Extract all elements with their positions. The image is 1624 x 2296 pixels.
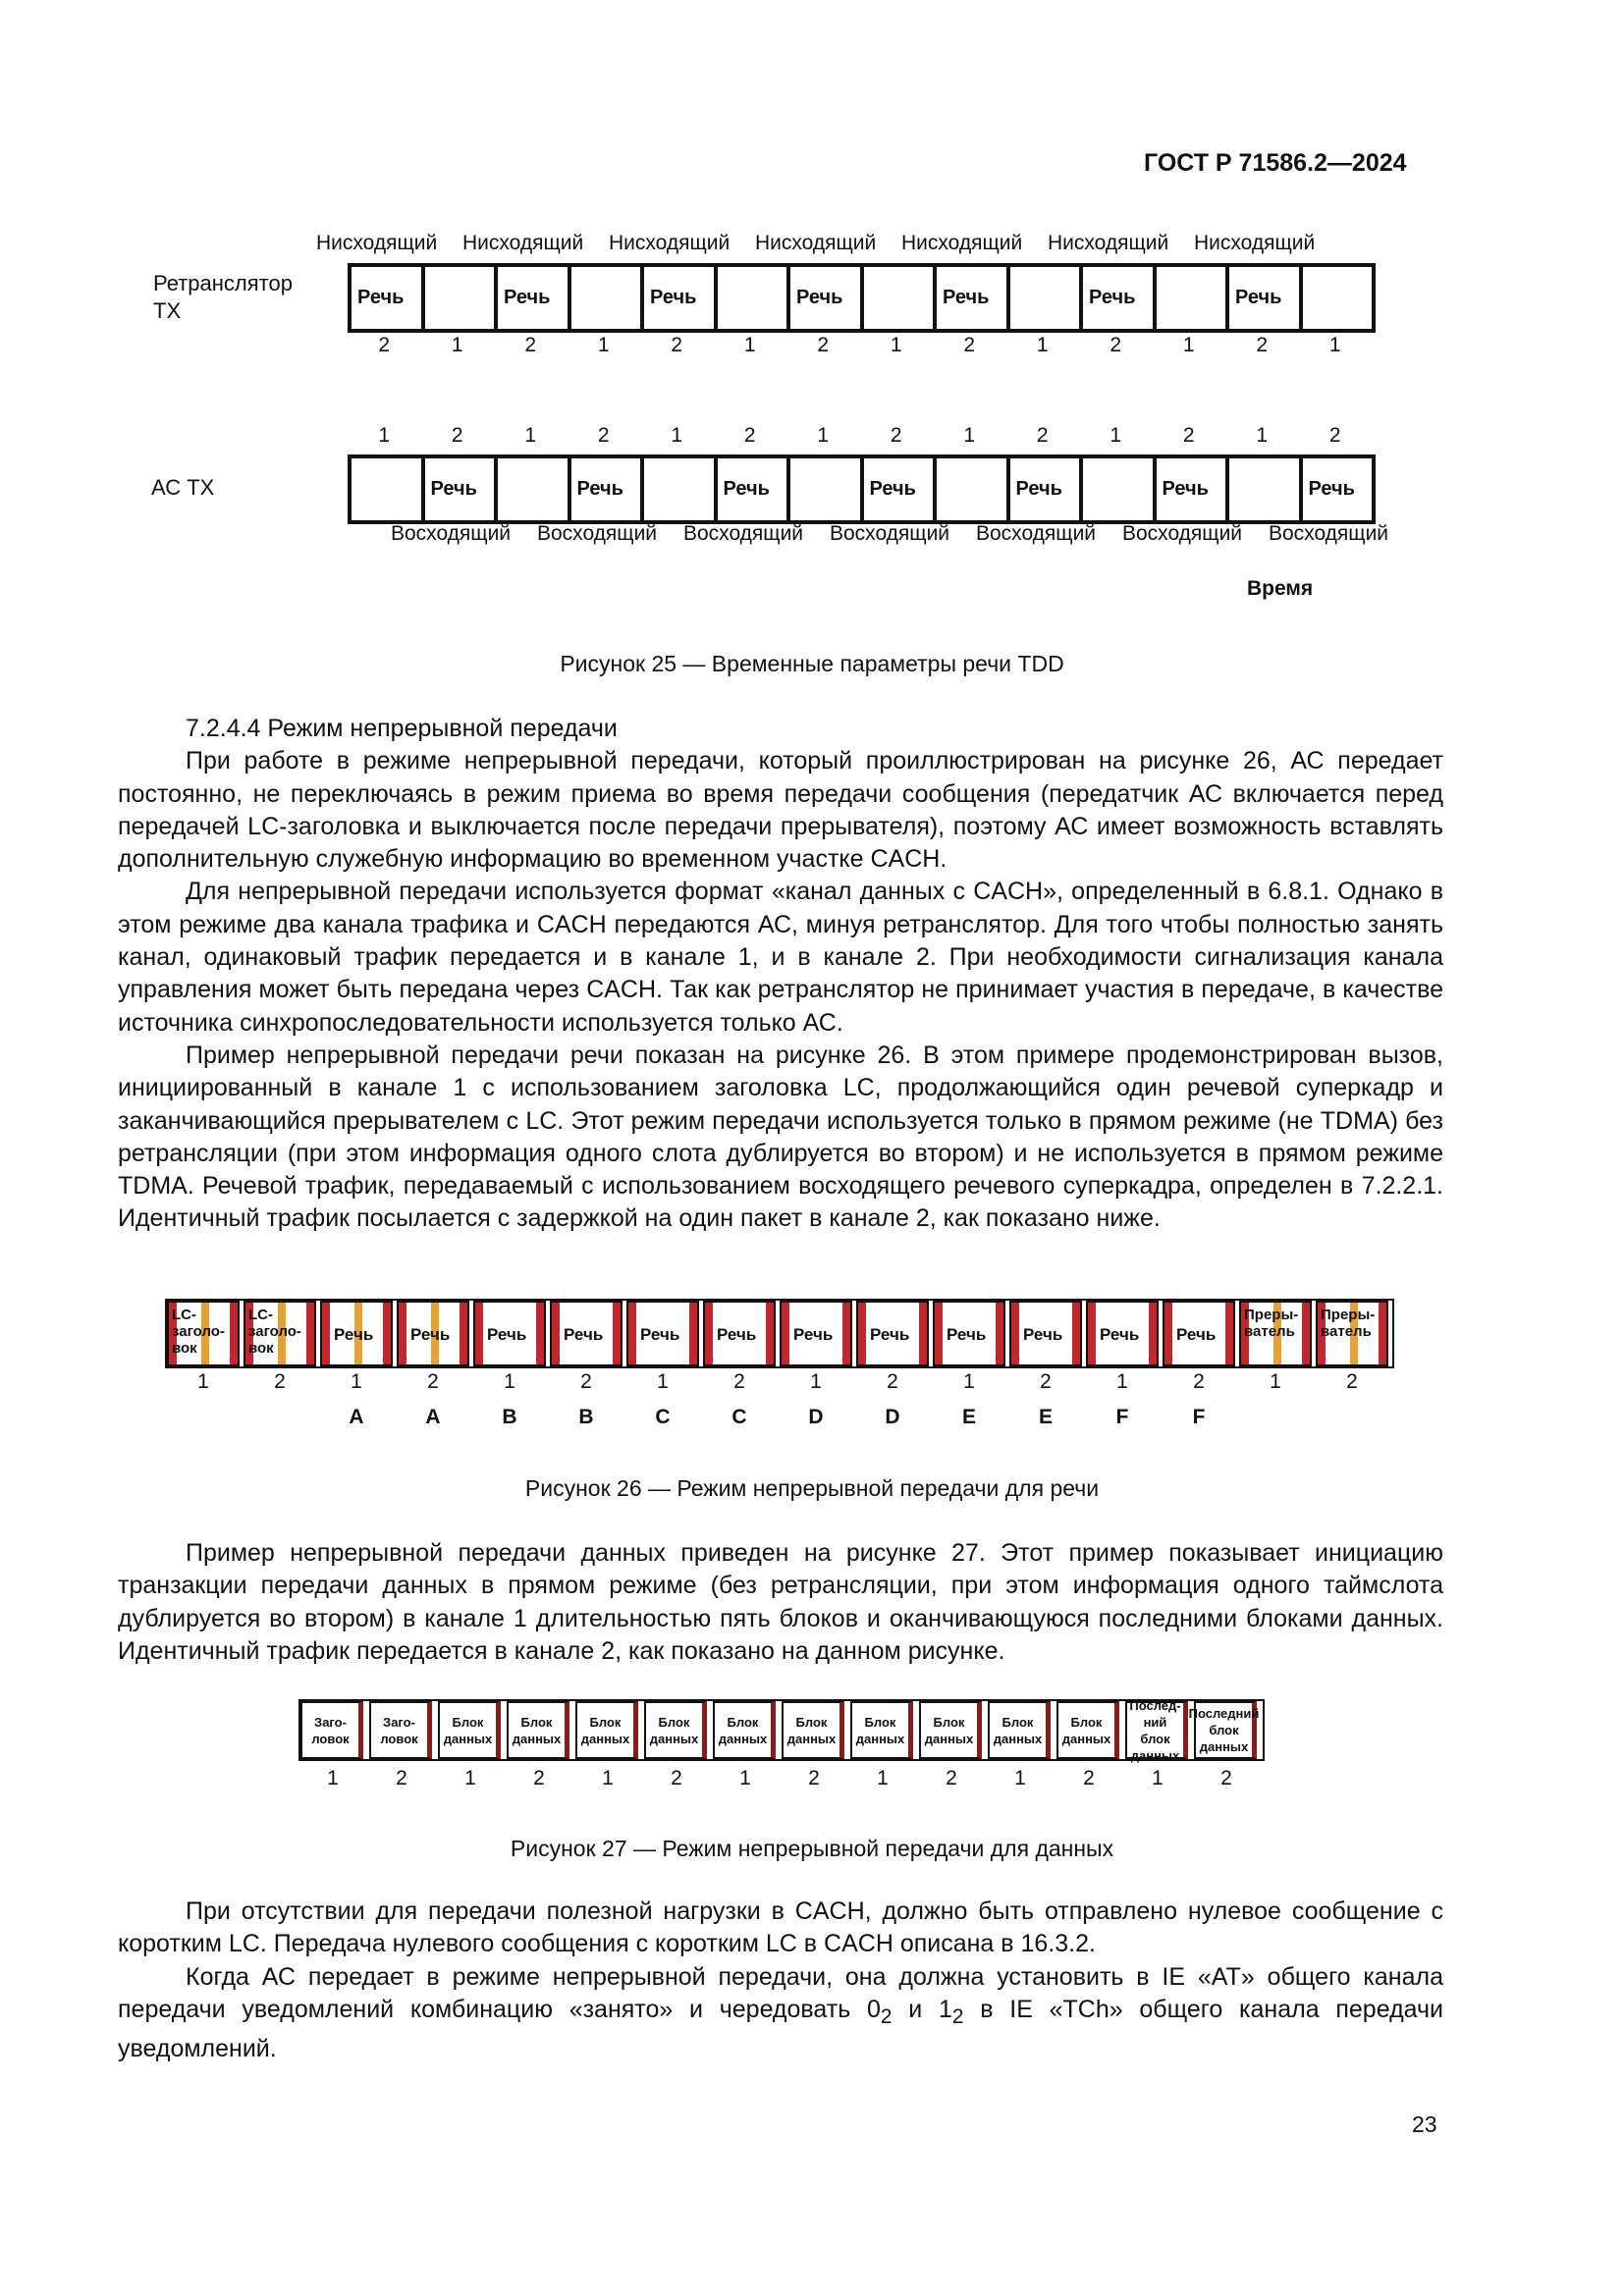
voice-frame-letter — [1314, 1406, 1390, 1429]
p6-text-a: Когда АС передает в режиме непрерывной передачи, она должна установить в IE «AT» общего канала передачи уведомлений комбинацию «занято» и чередовать 0 — [118, 1962, 1443, 2023]
tdd-slot — [1008, 265, 1082, 331]
voice-frame-letter: F — [1115, 1406, 1129, 1428]
direction-label: Восходящий — [976, 522, 1097, 545]
slot-number: 2 — [963, 334, 976, 356]
tdd-slot — [1008, 456, 1082, 522]
slot-number: 1 — [817, 424, 830, 447]
slot-text: Речь — [1023, 1325, 1063, 1344]
voice-frame-letter: C — [655, 1406, 671, 1428]
uplink-labels — [391, 522, 1415, 546]
slot-text: Речь — [334, 1325, 374, 1344]
p6-text-c: в IE «TCh» общего канала передачи уведомлений. — [118, 1995, 1444, 2063]
slot-number: 1 — [1328, 334, 1341, 356]
slot-text: Речь — [640, 1325, 680, 1344]
slot-number: 1 — [671, 424, 683, 447]
slot-number: 1 — [504, 1370, 515, 1393]
data-slot: Заго-ловок — [369, 1701, 432, 1759]
repeater-label-tx: TX — [153, 298, 182, 323]
slot-number: 2 — [1220, 1767, 1232, 1789]
paragraph-6 — [118, 1961, 1443, 2066]
voice-frame-letter: A — [425, 1406, 441, 1428]
data-slot: Блок данных — [919, 1701, 982, 1759]
slot-number: 2 — [946, 1767, 957, 1789]
tdd-slot-label: Речь — [943, 287, 990, 308]
cach-bar — [475, 1303, 483, 1364]
voice-frame-letter: D — [808, 1406, 824, 1428]
slot-number: 2 — [1256, 334, 1269, 356]
tdd-slot — [1081, 265, 1155, 331]
slot-number: 2 — [743, 424, 756, 447]
slot-number: 1 — [524, 424, 537, 447]
voice-slot — [703, 1301, 776, 1366]
figure-27-slot-row — [298, 1699, 1265, 1761]
slot-number: 1 — [464, 1767, 476, 1789]
p6-text-b: и 1 — [892, 1995, 952, 2023]
slot-number: 2 — [597, 424, 610, 447]
slot-text: Речь — [1100, 1325, 1140, 1344]
voice-frame-letter — [242, 1406, 318, 1429]
tdd-slot-label: Речь — [576, 478, 623, 500]
slot-number: 1 — [197, 1370, 209, 1393]
voice-frame-letter: B — [502, 1406, 517, 1428]
slot-text: Речь — [1176, 1325, 1217, 1344]
slot-number: 1 — [327, 1767, 339, 1789]
figure-26-letters — [165, 1406, 1390, 1429]
slot-text: Преры-ватель — [1244, 1307, 1299, 1340]
data-slot: Заго-ловок — [300, 1701, 363, 1759]
tdd-slot — [423, 265, 497, 331]
slot-number: 1 — [810, 1370, 822, 1393]
slot-number: 2 — [396, 1767, 407, 1789]
figure-27-caption: Рисунок 27 — Режим непрерывной передачи для данных — [510, 1836, 1114, 1861]
tdd-slot-label: Речь — [504, 287, 551, 308]
paragraph-2: Для непрерывной передачи используется формат «канал данных с CACH», определенный в 6.8.1. Однако в этом режиме два канала трафика и CACH передаются АС, минуя ретранслятор. Для того чтобы полностью занять канал, одинаковый трафик передается и в канале 1, и в канале 2. При необходимости сигнализация канала управления может быть передана через CACH. Так как ретранслятор не принимает участия в передаче, в качестве источника синхропоследовательности используется только АС. — [118, 878, 1443, 1037]
paragraph-3: Пример непрерывной передачи речи показан на рисунке 26. В этом примере продемонстрирован вызов, инициированный в канале 1 с использованием заголовка LC, продолжающийся один речевой суперкадр и заканчивающийся прерывателем с LC. Этот режим передачи используется только в прямом режиме (не TDMA) без ретрансляции (при этом информация одного слота дублируется во втором) и не используется в прямом режиме TDMA. Речевой трафик, передаваемый с использованием восходящего речевого суперкадра, определен в 7.2.2.1. Идентичный трафик посылается с задержкой на один пакет в канале 2, как показано ниже. — [118, 1041, 1443, 1233]
slot-number: 1 — [657, 1370, 669, 1393]
voice-frame-letter: C — [731, 1406, 747, 1428]
voice-slot — [473, 1301, 546, 1366]
slot-text: Речь — [410, 1325, 451, 1344]
tdd-slot — [716, 265, 789, 331]
data-slot: Послед-ний блок данных — [1125, 1701, 1188, 1759]
tdd-slot-label: Речь — [723, 478, 770, 500]
direction-label: Восходящий — [683, 522, 804, 545]
tdd-slot — [1155, 456, 1228, 522]
voice-slot — [780, 1301, 852, 1366]
voice-frame-letter: D — [885, 1406, 900, 1428]
voice-frame-letter: B — [578, 1406, 594, 1428]
data-slot: Последний блок данных — [1194, 1701, 1257, 1759]
slot-number: 1 — [1256, 424, 1269, 447]
voice-slot — [1009, 1301, 1082, 1366]
slot-number: 1 — [1270, 1370, 1281, 1393]
slot-number: 2 — [1110, 334, 1122, 356]
tdd-slot-label: Речь — [650, 287, 697, 308]
slot-number: 2 — [533, 1767, 545, 1789]
direction-label: Нисходящий — [755, 232, 877, 254]
tdd-slot-label: Речь — [1162, 478, 1209, 500]
figure-26-channel-numbers — [165, 1370, 1390, 1394]
slot-number: 2 — [887, 1370, 898, 1393]
paragraph-4: Пример непрерывной передачи данных приведен на рисунке 27. Этот пример показывает инициацию транзакции передачи данных в прямом режиме (без ретрансляции, при этом информация одного таймслота дублируется во втором) в канале 1 длительностью пять блоков и оканчивающуюся последними блоками данных. Идентичный трафик передается в канале 2, как показано на данном рисунке. — [118, 1539, 1443, 1665]
slot-text: Речь — [564, 1325, 604, 1344]
time-label: Время — [1247, 577, 1314, 600]
slot-text: Речь — [947, 1325, 987, 1344]
voice-slot — [320, 1301, 393, 1366]
tdd-slot — [788, 456, 862, 522]
direction-label: Нисходящий — [1048, 232, 1169, 254]
standard-header: ГОСТ Р 71586.2—2024 — [1144, 149, 1407, 177]
voice-frame-letter: E — [1038, 1406, 1053, 1428]
cach-bar — [1088, 1303, 1096, 1364]
slot-number: 1 — [1014, 1767, 1026, 1789]
slot-number: 1 — [378, 424, 391, 447]
data-slot: Блок данных — [575, 1701, 638, 1759]
data-slot: Блок данных — [850, 1701, 913, 1759]
tdd-slot-label: Речь — [1089, 287, 1136, 308]
tdd-slot-label: Речь — [1308, 478, 1355, 500]
closing-text — [118, 1896, 1443, 2065]
tdd-slot-label: Речь — [1015, 478, 1062, 500]
data-slot: Блок данных — [988, 1701, 1051, 1759]
downlink-labels — [316, 232, 1340, 255]
slot-number: 2 — [1040, 1370, 1052, 1393]
slot-number: 2 — [1328, 424, 1341, 447]
slot-number: 2 — [580, 1370, 592, 1393]
slot-number: 2 — [378, 334, 391, 356]
voice-slot — [397, 1301, 469, 1366]
slot-number: 1 — [1152, 1767, 1164, 1789]
slot-number: 2 — [451, 424, 463, 447]
direction-label: Восходящий — [391, 522, 512, 545]
direction-label: Восходящий — [537, 522, 658, 545]
ms-slot-row — [348, 454, 1376, 524]
direction-label: Восходящий — [1122, 522, 1243, 545]
direction-label: Нисходящий — [316, 232, 438, 254]
slot-number: 2 — [1036, 424, 1049, 447]
voice-slot — [1316, 1301, 1388, 1366]
slot-number: 1 — [963, 424, 976, 447]
tdd-slot — [496, 265, 569, 331]
p6-subscript-1: 2 — [880, 2004, 893, 2028]
slot-text: Речь — [793, 1325, 834, 1344]
tdd-slot — [935, 265, 1008, 331]
tdd-slot-label: Речь — [796, 287, 843, 308]
voice-frame-letter — [165, 1406, 242, 1429]
slot-number: 2 — [427, 1370, 439, 1393]
voice-slot — [856, 1301, 929, 1366]
slot-text: LC-заголо-вок — [248, 1307, 301, 1357]
tdd-slot — [862, 265, 936, 331]
figure-26-caption: Рисунок 26 — Режим непрерывной передачи для речи — [524, 1475, 1100, 1501]
tdd-slot — [496, 456, 569, 522]
direction-label: Восходящий — [1269, 522, 1389, 545]
tdd-slot — [1155, 265, 1228, 331]
slot-number: 2 — [733, 1370, 745, 1393]
slot-number: 1 — [963, 1370, 975, 1393]
voice-slot — [1086, 1301, 1159, 1366]
voice-frame-letter: F — [1192, 1406, 1206, 1428]
slot-number: 2 — [1193, 1370, 1205, 1393]
tdd-slot-label: Речь — [430, 478, 477, 500]
slot-number: 2 — [808, 1767, 820, 1789]
section-heading: 7.2.4.4 Режим непрерывной передачи — [186, 715, 618, 742]
slot-number: 2 — [1346, 1370, 1358, 1393]
ms-slot-numbers — [348, 424, 1372, 448]
repeater-slot-row — [348, 263, 1376, 333]
voice-slot — [167, 1301, 240, 1366]
slot-number: 1 — [597, 334, 610, 356]
slot-number: 1 — [890, 334, 902, 356]
slot-number: 2 — [817, 334, 830, 356]
tdd-slot — [350, 265, 423, 331]
cach-bar — [399, 1303, 406, 1364]
paragraph-4-block — [118, 1537, 1443, 1668]
slot-text: Преры-ватель — [1321, 1307, 1376, 1340]
cach-bar — [628, 1303, 636, 1364]
slot-number: 2 — [274, 1370, 286, 1393]
cach-bar — [552, 1303, 560, 1364]
tdd-slot — [423, 456, 497, 522]
data-slot: Блок данных — [782, 1701, 844, 1759]
tdd-slot — [1301, 265, 1375, 331]
data-slot: Блок данных — [507, 1701, 569, 1759]
slot-number: 1 — [602, 1767, 614, 1789]
data-slot: Блок данных — [1056, 1701, 1119, 1759]
paragraph-5: При отсутствии для передачи полезной нагрузки в CACH, должно быть отправлено нулевое сообщение с коротким LC. Передача нулевого сообщения с коротким LC в CACH описана в 16.3.2. — [118, 1897, 1443, 1958]
cach-bar — [782, 1303, 789, 1364]
slot-number: 1 — [351, 1370, 362, 1393]
tdd-slot-label: Речь — [1235, 287, 1282, 308]
slot-number: 2 — [671, 334, 683, 356]
tdd-slot — [1301, 456, 1375, 522]
cach-bar — [322, 1303, 330, 1364]
data-slot: Блок данных — [438, 1701, 501, 1759]
slot-number: 1 — [451, 334, 463, 356]
direction-label: Нисходящий — [901, 232, 1023, 254]
slot-number: 1 — [1110, 424, 1122, 447]
slot-number: 1 — [743, 334, 756, 356]
cach-bar — [1011, 1303, 1019, 1364]
voice-slot — [550, 1301, 623, 1366]
tdd-slot — [569, 456, 643, 522]
slot-number: 2 — [524, 334, 537, 356]
p6-subscript-2: 2 — [951, 2004, 964, 2028]
tdd-slot — [935, 456, 1008, 522]
direction-label: Нисходящий — [1194, 232, 1316, 254]
slot-number: 1 — [877, 1767, 889, 1789]
repeater-slot-numbers — [348, 334, 1372, 357]
ms-tx-label: АС TX — [151, 475, 215, 500]
slot-number: 2 — [890, 424, 902, 447]
cach-bar — [935, 1303, 943, 1364]
tdd-slot — [569, 265, 643, 331]
cach-bar — [705, 1303, 713, 1364]
slot-number: 1 — [1182, 334, 1195, 356]
repeater-label: Ретранслятор — [153, 271, 293, 295]
tdd-slot-label: Речь — [869, 478, 916, 500]
figure-26-slot-row — [165, 1299, 1394, 1368]
voice-frame-letter — [1237, 1406, 1314, 1429]
figure-25-caption: Рисунок 25 — Временные параметры речи TDD — [560, 651, 1064, 676]
direction-label: Восходящий — [830, 522, 950, 545]
page-number: 23 — [1412, 2111, 1437, 2137]
cach-bar — [858, 1303, 866, 1364]
section-text — [118, 713, 1443, 1236]
slot-text: Речь — [870, 1325, 910, 1344]
tdd-slot — [862, 456, 936, 522]
direction-label: Нисходящий — [462, 232, 584, 254]
figure-27-channel-numbers — [298, 1767, 1261, 1790]
tdd-slot — [716, 456, 789, 522]
voice-slot — [933, 1301, 1005, 1366]
voice-frame-letter: E — [961, 1406, 976, 1428]
slot-number: 1 — [739, 1767, 751, 1789]
slot-number: 1 — [1036, 334, 1049, 356]
tdd-slot — [1227, 456, 1301, 522]
direction-label: Нисходящий — [609, 232, 731, 254]
tdd-slot — [642, 456, 716, 522]
data-slot: Блок данных — [713, 1701, 776, 1759]
slot-number: 1 — [1116, 1370, 1128, 1393]
tdd-slot — [1227, 265, 1301, 331]
slot-number: 2 — [1182, 424, 1195, 447]
tdd-slot — [350, 456, 423, 522]
tdd-slot — [788, 265, 862, 331]
cach-bar — [1164, 1303, 1172, 1364]
tdd-slot — [642, 265, 716, 331]
voice-slot — [1239, 1301, 1312, 1366]
voice-frame-letter: A — [349, 1406, 364, 1428]
slot-text: Речь — [717, 1325, 757, 1344]
slot-number: 2 — [671, 1767, 682, 1789]
slot-number: 2 — [1083, 1767, 1095, 1789]
voice-slot — [244, 1301, 316, 1366]
slot-text: LC-заголо-вок — [172, 1307, 225, 1357]
slot-text: Речь — [487, 1325, 527, 1344]
paragraph-1: При работе в режиме непрерывной передачи, который проиллюстрирован на рисунке 26, АС передает постоянно, не переключаясь в режим приема во время передачи сообщения (передатчик АС включается перед передачей LC-заголовка и выключается после передачи прерывателя), поэтому АС имеет возможность вставлять дополнительную служебную информацию во временном участке CACH. — [118, 747, 1443, 874]
tdd-slot — [1081, 456, 1155, 522]
data-slot: Блок данных — [644, 1701, 707, 1759]
voice-slot — [1163, 1301, 1235, 1366]
voice-slot — [626, 1301, 699, 1366]
tdd-slot-label: Речь — [357, 287, 405, 308]
